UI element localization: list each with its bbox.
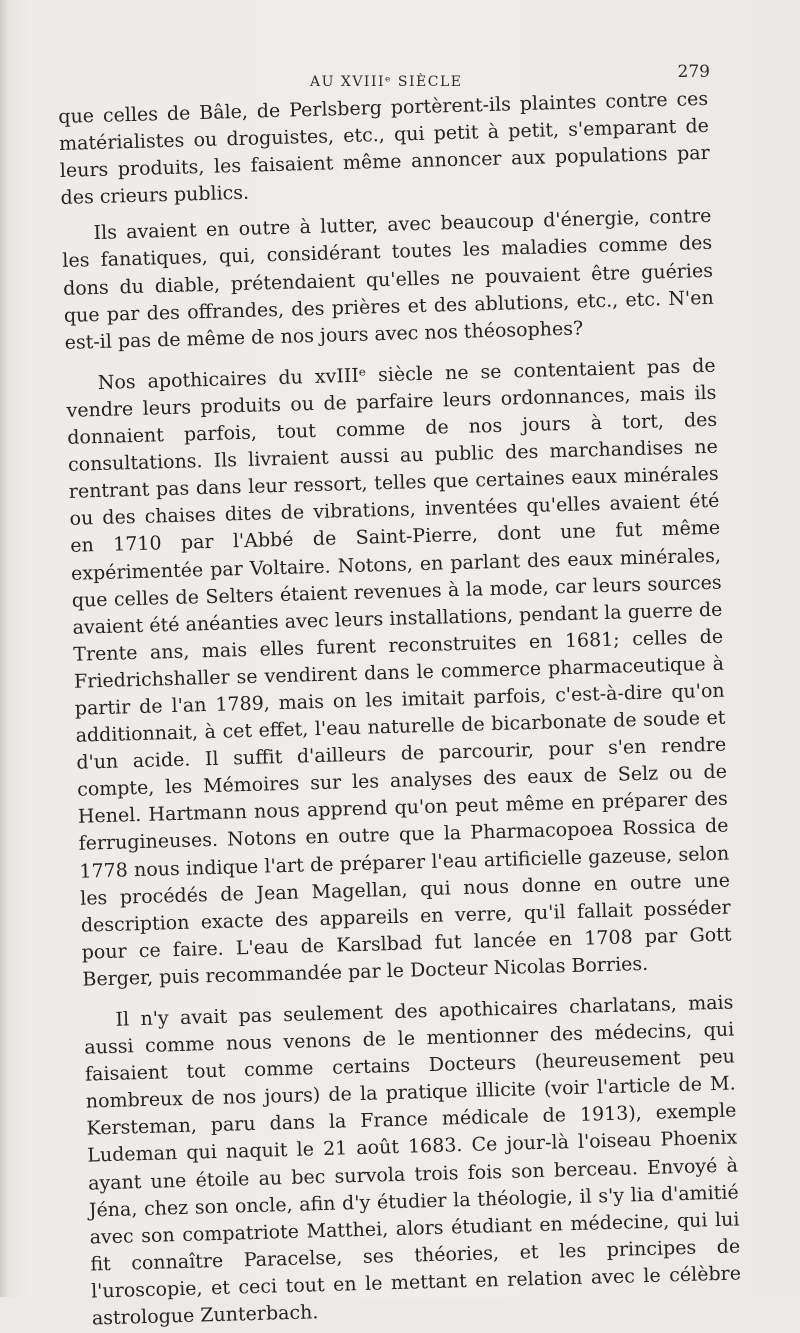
page-number: 279 [677, 62, 710, 82]
paragraph-charlatans: Il n'y avait pas seulement des apothicaires charlatans, mais aussi comme nous venons de le mentionner des médecins, qui faisaient tout comme certains Docteurs (heureusement peu nombreux de nos jours) de la pratique illicite (voir l'article de M. Kersteman, paru dans la France médicale de 1913), exemple Ludeman qui naquit le 21 août 1683. Ce jour-là l'oiseau Phoenix ayant une étoile au bec survola trois fois son berceau. Envoyé à Jéna, chez son oncle, afin d'y étudier la théologie, il s'y lia d'amitié avec son compatriote Matthei, alors étudiant en médecine, qui lui fit connaître Paracelse, ses théories, et les principes de l'uroscopie, et ceci tout en le mettant en relation avec le célèbre astrologue Zunterbach. [84, 991, 742, 1330]
page-edge-shadow [0, 0, 8, 1297]
body-text [58, 86, 742, 1333]
running-head: AU XVIIIᵉ SIÈCLE [310, 74, 463, 90]
paragraph-continued: que celles de Bâle, de Perlsberg portèrent-ils plaintes contre ces matérialistes ou droguistes, etc., qui petit à petit, s'emparant de leurs produits, les faisaient même annoncer aux populations par des crieurs publics. [58, 87, 710, 210]
paragraph-apothicaires: Nos apothicaires du xvIIIᵉ siècle ne se contentaient pas de vendre leurs produits ou de parfaire leurs ordonnances, mais ils donnaient parfois, tout comme de nos jours à tort, des consultations. Ils livraient aussi au public des marchandises ne rentrant pas dans leur ressort, telles que certaines eaux minérales ou des chaises dites de vibrations, inventées qu'elles avaient été en 1710 par l'Abbé de Saint-Pierre, dont une fut même expérimentée par Voltaire. Notons, en parlant des eaux minérales, que celles de Selters étaient revenues à la mode, car leurs sources avaient été anéanties avec leurs installations, pendant la guerre de Trente ans, mais elles furent reconstruites en 1681; celles de Friedrichshaller se vendirent dans le commerce pharmaceutique à partir de l'an 1789, mais on les imitait parfois, c'est-à-dire qu'on additionnait, à cet effet, l'eau naturelle de bicarbonate de soude et d'un acide. Il suffit d'ailleurs de parcourir, pour s'en rendre compte, les Mémoires sur les analyses des eaux de Selz ou de Henel. Hartmann nous apprend qu'on peut même en préparer des ferrugineuses. Notons en outre que la Pharmacopoea Rossica de 1778 nous indique l'art de préparer l'eau artificielle gazeuse, selon les procédés de Jean Magellan, qui nous donne en outre une description exacte des appareils en verre, qu'il fallait posséder pour ce faire. L'eau de Karslbad fut lancée en 1708 par Gott Berger, puis recommandée par le Docteur Nicolas Borries. [66, 354, 732, 991]
paragraph-fanatics: Ils avaient en outre à lutter, avec beaucoup d'énergie, contre les fanatiques, qui, considérant toutes les maladies comme des dons du diable, prétendaient qu'elles ne pouvaient être guéries que par des offrandes, des prières et des ablutions, etc., etc. N'en est-il pas de même de nos jours avec nos théosophes? [62, 205, 714, 354]
